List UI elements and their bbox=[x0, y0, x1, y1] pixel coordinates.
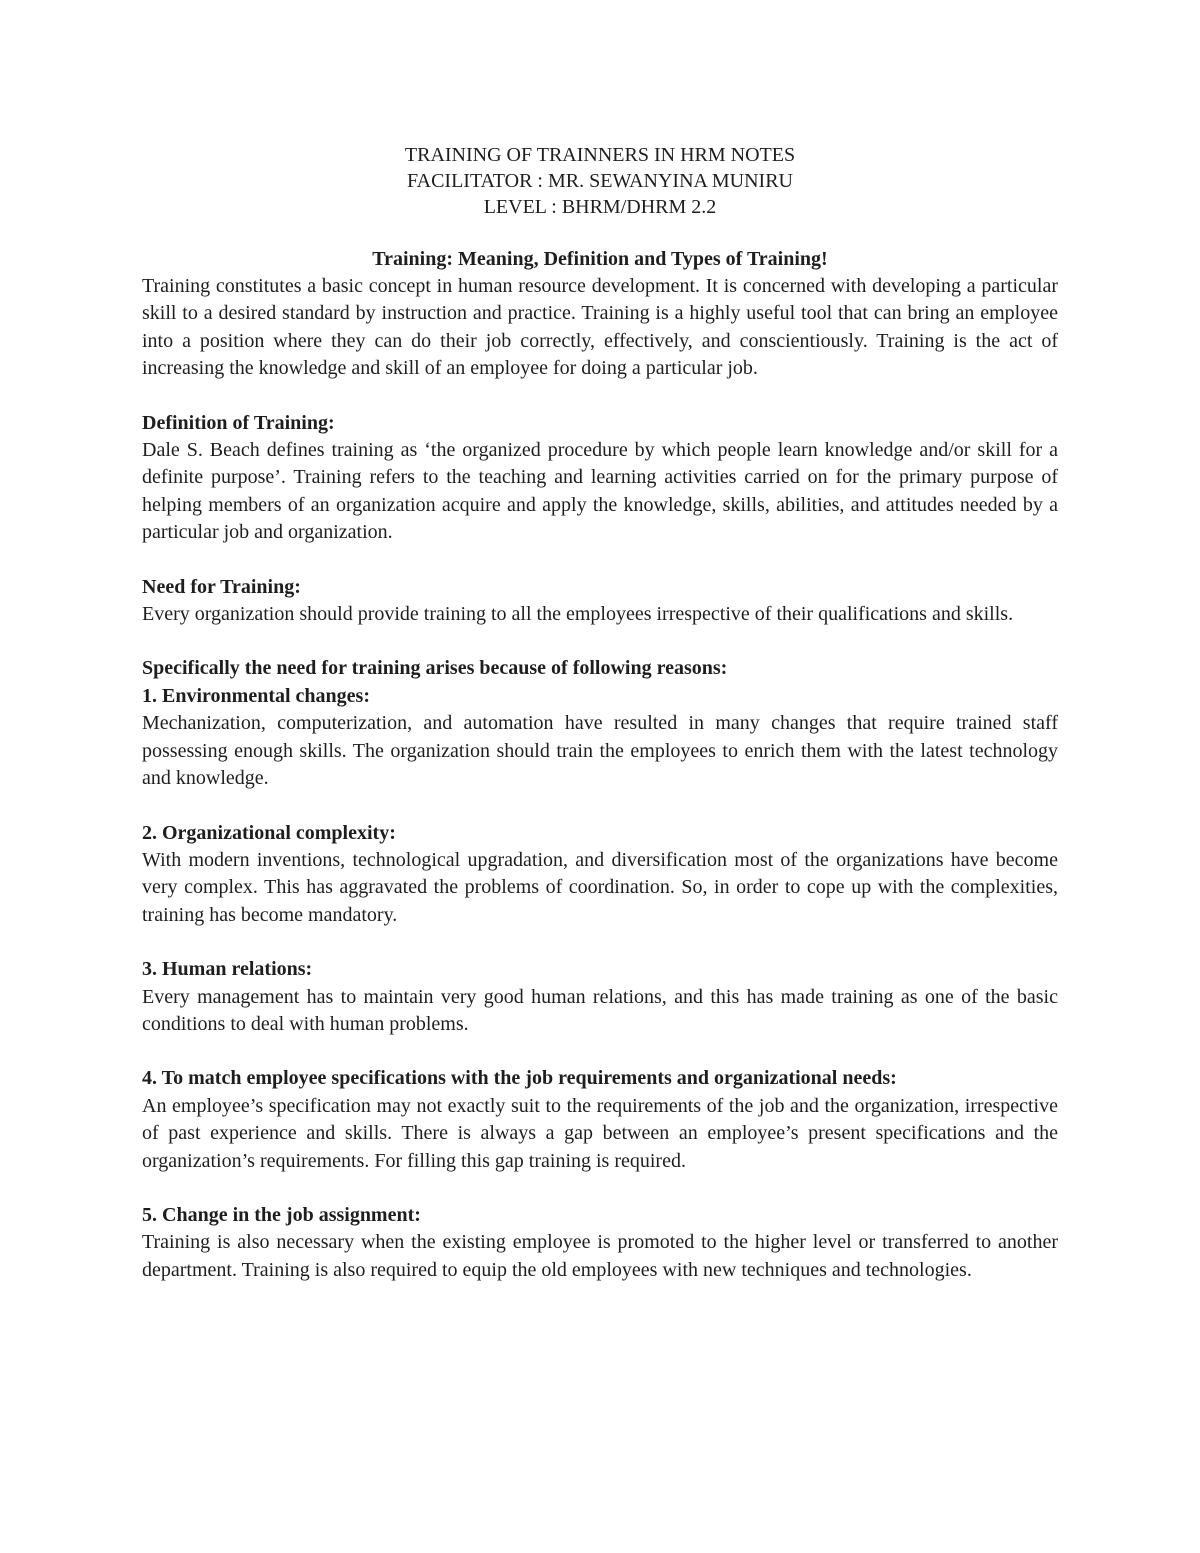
reason-heading-3: 3. Human relations: bbox=[142, 958, 313, 981]
header-facilitator: FACILITATOR : MR. SEWANYINA MUNIRU bbox=[406, 170, 793, 192]
need-paragraph: Every organization should provide training to all the employees irrespective of their qualifications and skills. bbox=[142, 603, 1014, 626]
reason-paragraph-2: With modern inventions, technological upgradation, and diversification most of the organizations have become very complex. This has aggravated the problems of coordination. So, in order to cope up with the complexities, training has become mandatory. bbox=[142, 848, 1058, 926]
reason-heading-1: 1. Environmental changes: bbox=[142, 684, 370, 707]
reason-paragraph-4: An employee’s specification may not exactly suit to the requirements of the job and the organization, irrespective of past experience and skills. There is always a gap between an employee’s present specifications and the organization’s requirements. For filling this gap training is required. bbox=[142, 1094, 1058, 1172]
reason-paragraph-1: Mechanization, computerization, and automation have resulted in many changes that require trained staff possessing enough skills. The organization should train the employees to enrich them with the latest technology and knowledge. bbox=[142, 712, 1058, 790]
reason-paragraph-3: Every management has to maintain very good human relations, and this has made training as one of the basic conditions to deal with human problems. bbox=[142, 985, 1058, 1035]
intro-paragraph: Training constitutes a basic concept in human resource development. It is concerned with developing a particular skill to a desired standard by instruction and practice. Training is a highly useful tool that can bring an employee into a position where they can do their job correctly, effectively, and conscientiously. Training is the act of increasing the knowledge and skill of an employee for doing a particular job. bbox=[142, 275, 1058, 380]
reason-heading-4: 4. To match employee specifications with the job requirements and organizational needs: bbox=[142, 1067, 897, 1090]
document-header bbox=[142, 142, 1058, 220]
reason-heading-2: 2. Organizational complexity: bbox=[142, 821, 396, 844]
section-title: Training: Meaning, Definition and Types of Training! bbox=[372, 248, 828, 270]
header-title: TRAINING OF TRAINNERS IN HRM NOTES bbox=[404, 144, 796, 166]
header-level: LEVEL : BHRM/DHRM 2.2 bbox=[483, 196, 717, 218]
document-page bbox=[142, 142, 1058, 1284]
reasons-heading: Specifically the need for training arises because of following reasons: bbox=[142, 657, 728, 680]
definition-paragraph: Dale S. Beach defines training as ‘the organized procedure by which people learn knowledge and/or skill for a definite purpose’. Training refers to the teaching and learning activities carried on for the primary purpose of helping members of an organization acquire and apply the knowledge, skills, abilities, and attitudes needed by a particular job and organization. bbox=[142, 439, 1058, 544]
definition-heading: Definition of Training: bbox=[142, 411, 335, 434]
reason-heading-5: 5. Change in the job assignment: bbox=[142, 1203, 421, 1226]
need-heading: Need for Training: bbox=[142, 575, 301, 598]
reason-paragraph-5: Training is also necessary when the existing employee is promoted to the higher level or transferred to another department. Training is also required to equip the old employees with new techniques and technologies. bbox=[142, 1231, 1058, 1281]
